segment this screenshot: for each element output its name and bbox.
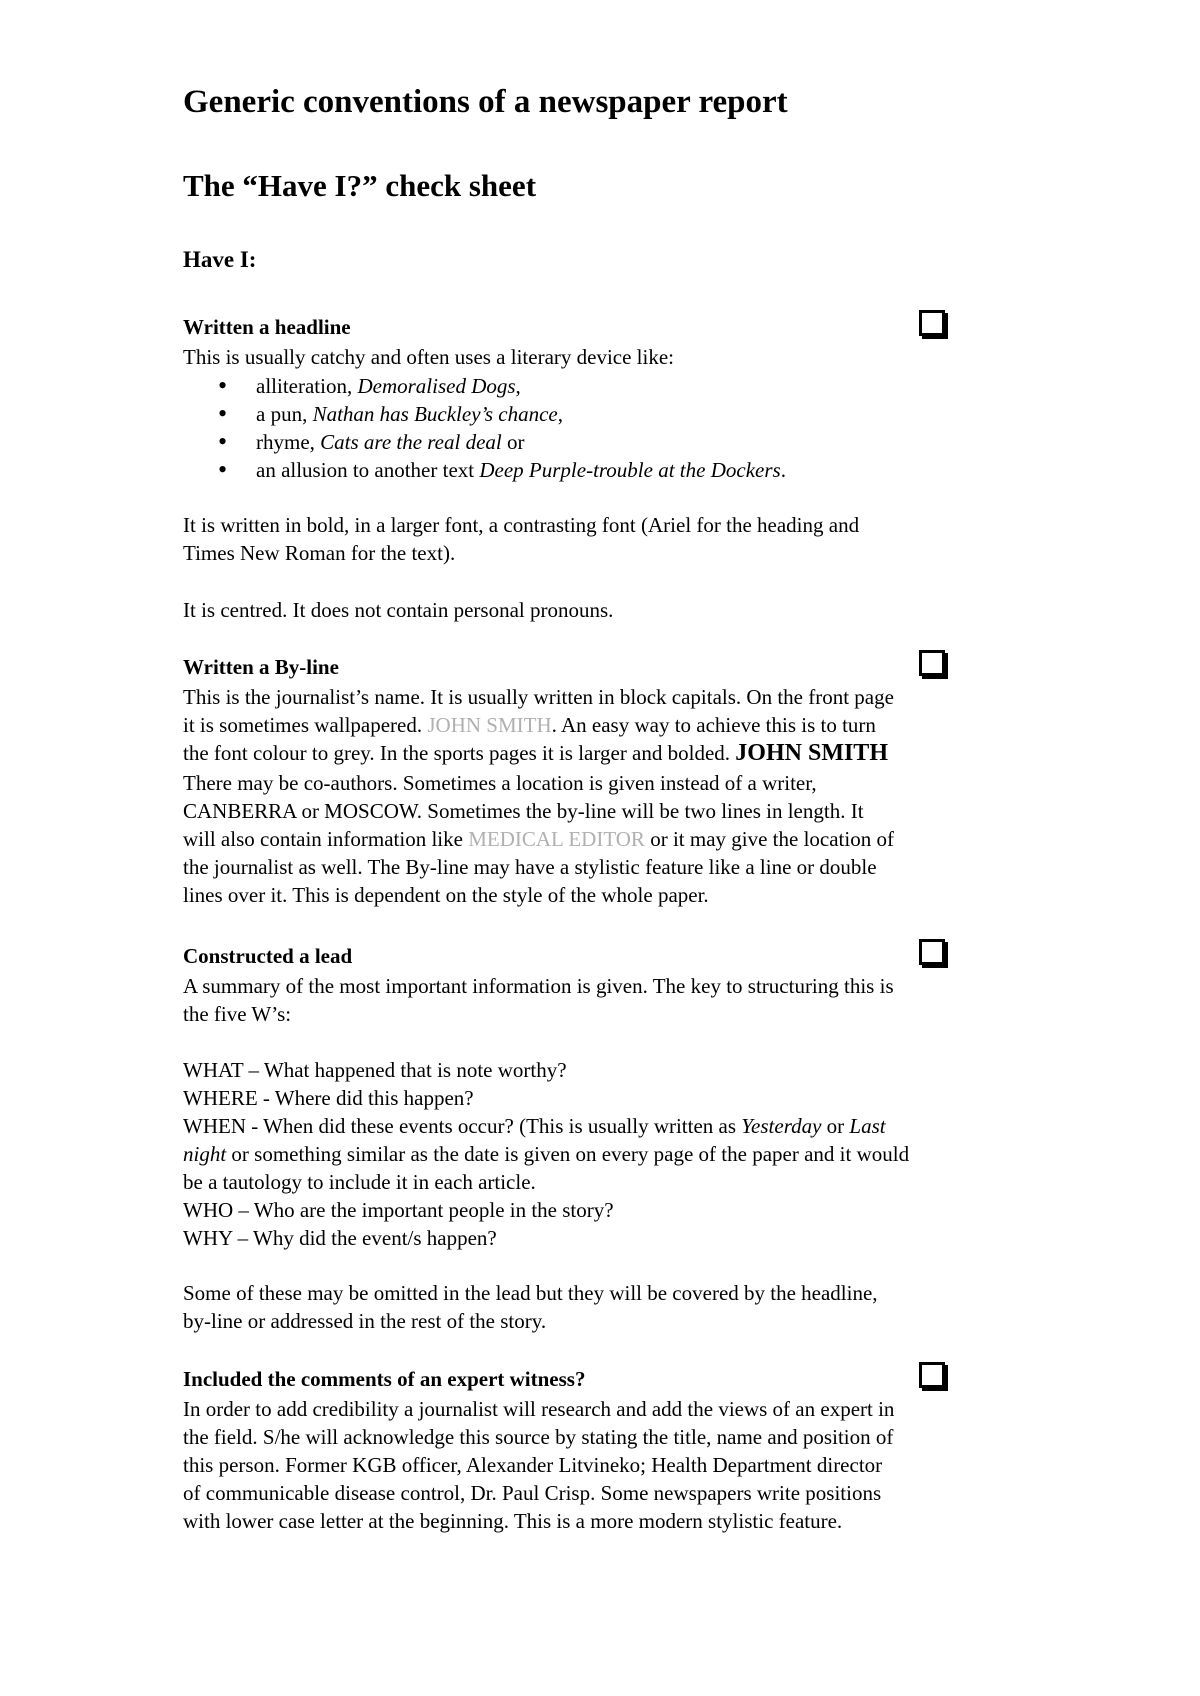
literary-device-list xyxy=(183,372,786,484)
wallpapered-name-example: JOHN SMITH xyxy=(427,713,552,737)
expert-paragraph: In order to add credibility a journalist will research and add the views of an expert in the field. S/he will acknowledge this source by stating the title, name and position of this person. Former KGB officer, Alexander Litvineko; Health Department director of communicable disease control, Dr. Paul Crisp. Some newspapers write positions with lower case letter at the beginning. This is a more modern stylistic feature. xyxy=(183,1397,895,1533)
expert-section-heading: Included the comments of an expert witness? xyxy=(183,1367,586,1391)
lead-section-heading: Constructed a lead xyxy=(183,944,353,968)
list-item: WHAT – What happened that is note worthy? xyxy=(183,1058,567,1082)
medical-editor-example: MEDICAL EDITOR xyxy=(468,827,645,851)
byline-paragraph: This is the journalist’s name. It is usually written in block capitals. On the front page it is sometimes wallpapered. JOHN SMITH. An easy way to achieve this is to turn the font colour to grey. In the sports pages it is larger and bolded. JOHN SMITH There may be co-authors. Sometimes a location is given instead of a writer, CANBERRA or MOSCOW. Sometimes the by-line will be two lines in length. It will also contain information like MEDICAL EDITOR or it may give the location of the journalist as well. The By-line may have a stylistic feature like a line or double lines over it. This is dependent on the style of the whole paper. xyxy=(183,685,894,907)
byline-section-heading: Written a By-line xyxy=(183,655,339,679)
headline-paragraph-1: It is written in bold, in a larger font, a contrasting font (Ariel for the heading and Times New Roman for the text). xyxy=(183,513,860,565)
list-item: • an allusion to another text Deep Purple-trouble at the Dockers. xyxy=(183,456,786,484)
page-subtitle: The “Have I?” check sheet xyxy=(183,168,537,203)
headline-section-heading: Written a headline xyxy=(183,315,351,339)
list-item: WHO – Who are the important people in the story? xyxy=(183,1198,614,1222)
lead-closing-paragraph: Some of these may be omitted in the lead but they will be covered by the headline, by-line or addressed in the rest of the story. xyxy=(183,1281,878,1333)
five-ws-list: WHAT – What happened that is note worthy? WHERE - Where did this happen? WHEN - When did these events occur? (This is usually written as Yesterday or Last night or something similar as the date is given on every page of the paper and it would be a tautology to include it in each article. WHO – Who are the important people in the story? WHY – Why did the event/s happen? xyxy=(183,1056,1033,1252)
lead-intro: A summary of the most important information is given. The key to structuring this is the five W’s: xyxy=(183,974,894,1026)
list-item: WHY – Why did the event/s happen? xyxy=(183,1226,497,1250)
bold-name-example: JOHN SMITH xyxy=(735,740,888,766)
headline-intro: This is usually catchy and often uses a literary device like: xyxy=(183,345,675,369)
expert-checkbox[interactable] xyxy=(919,1362,945,1388)
list-item: • a pun, Nathan has Buckley’s chance, xyxy=(183,400,786,428)
list-item: • alliteration, Demoralised Dogs, xyxy=(183,372,786,400)
headline-checkbox[interactable] xyxy=(919,310,945,336)
list-item: • rhyme, Cats are the real deal or xyxy=(183,428,786,456)
page-title: Generic conventions of a newspaper report xyxy=(183,84,788,120)
byline-checkbox[interactable] xyxy=(919,650,945,676)
headline-paragraph-2: It is centred. It does not contain personal pronouns. xyxy=(183,598,614,622)
lead-checkbox[interactable] xyxy=(919,939,945,965)
list-item: WHEN - When did these events occur? (This is usually written as Yesterday or Last xyxy=(183,1114,886,1138)
list-item: WHERE - Where did this happen? xyxy=(183,1086,474,1110)
have-i-heading: Have I: xyxy=(183,247,257,272)
